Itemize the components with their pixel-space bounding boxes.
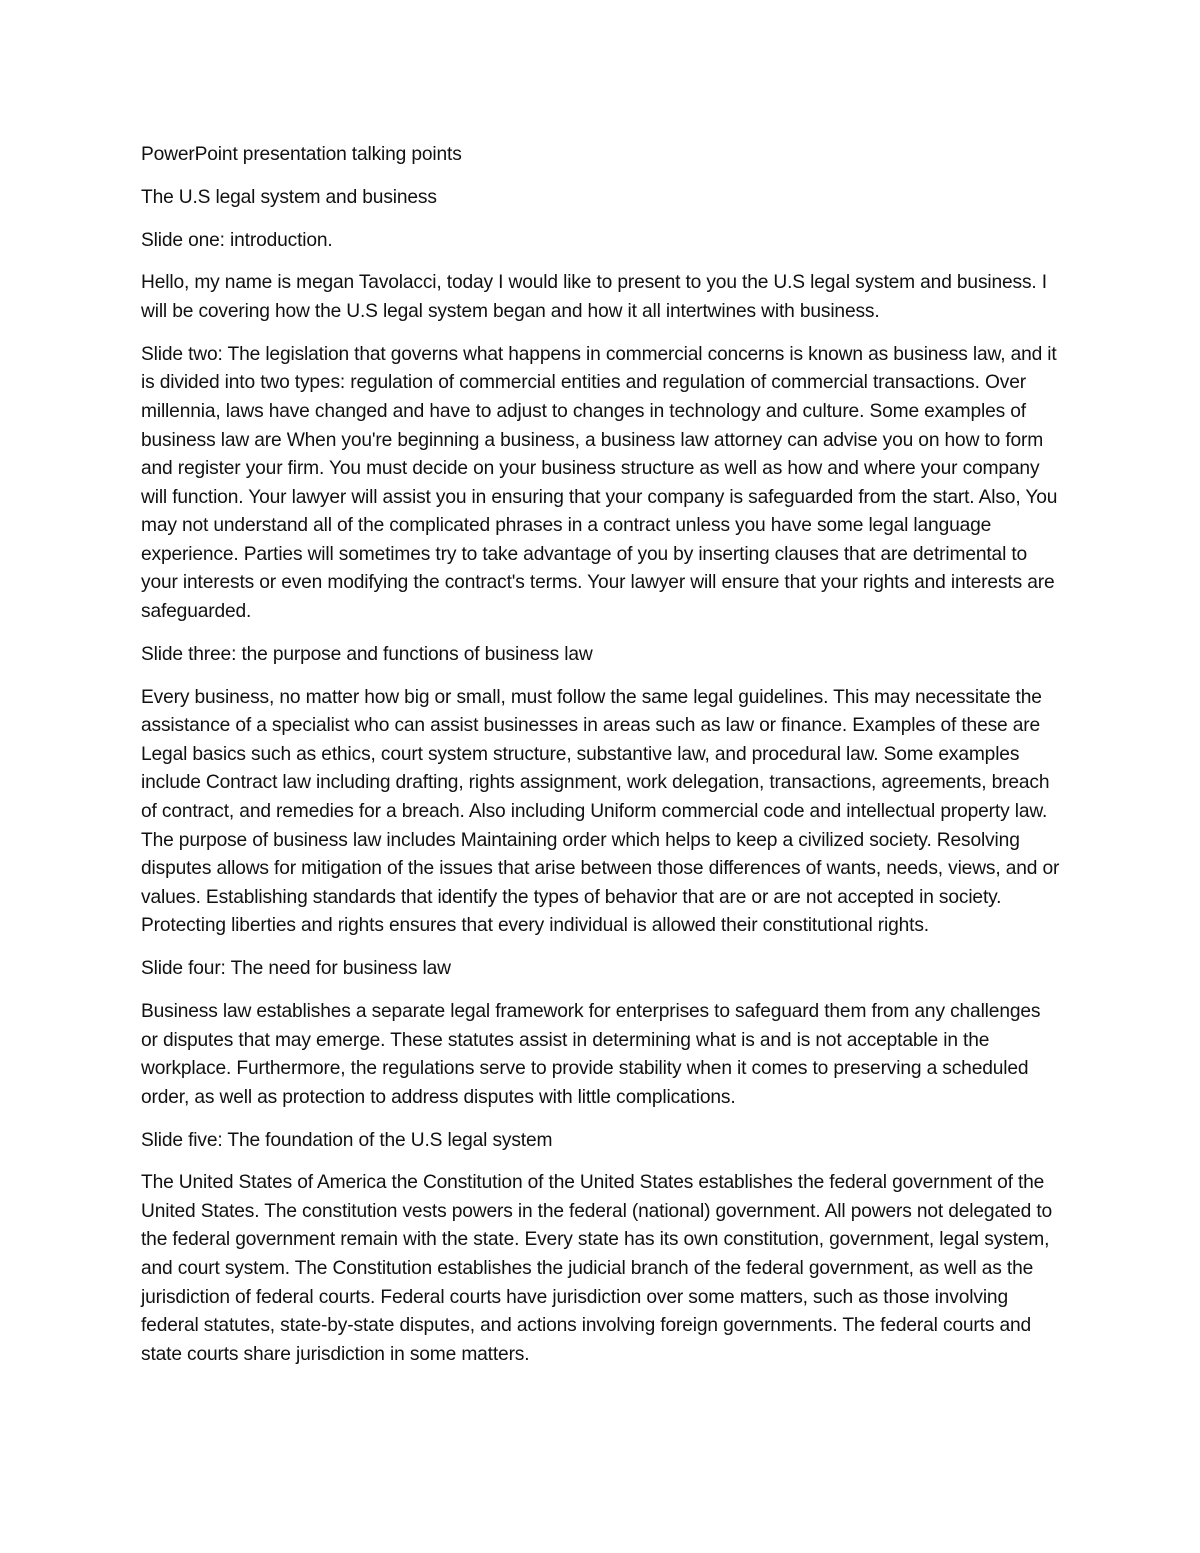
slide-one-heading: Slide one: introduction. — [141, 229, 333, 251]
document-subtitle: The U.S legal system and business — [141, 186, 437, 208]
slide-one-text: Hello, my name is megan Tavolacci, today I would like to present to you the U.S legal system and business. I will be covering how the U.S legal system began and how it all intertwines with business. — [141, 272, 1047, 322]
slide-two-text: Slide two: The legislation that governs what happens in commercial concerns is known as business law, and it is divided into two types: regulation of commercial entities and regulation of commercial transactions. Over millennia, laws have changed and have to adjust to changes in technology and culture. Some examples of business law are When you're beginning a business, a business law attorney can advise you on how to form and register your firm. You must decide on your business structure as well as how and where your company will function. Your lawyer will assist you in ensuring that your company is safeguarded from the start. Also, You may not understand all of the complicated phrases in a contract unless you have some legal language experience. Parties will sometimes try to take advantage of you by inserting clauses that are detrimental to your interests or even modifying the contract's terms. Your lawyer will ensure that your rights and interests are safeguarded. — [141, 343, 1058, 623]
document-body — [141, 141, 1061, 1384]
slide-five-text: The United States of America the Constitution of the United States establishes the federal government of the United States. The constitution vests powers in the federal (national) government. All powers not delegated to the federal government remain with the state. Every state has its own constitution, government, legal system, and court system. The Constitution establishes the judicial branch of the federal government, as well as the jurisdiction of federal courts. Federal courts have jurisdiction over some matters, such as those involving federal statutes, state-by-state disputes, and actions involving foreign governments. The federal courts and state courts share jurisdiction in some matters. — [141, 1172, 1053, 1365]
slide-three-text: Every business, no matter how big or small, must follow the same legal guidelines. This may necessitate the assistance of a specialist who can assist businesses in areas such as law or finance. Examples of these are Legal basics such as ethics, court system structure, substantive law, and procedural law. Some examples include Contract law including drafting, rights assignment, work delegation, transactions, agreements, breach of contract, and remedies for a breach. Also including Uniform commercial code and intellectual property law. The purpose of business law includes Maintaining order which helps to keep a civilized society. Resolving disputes allows for mitigation of the issues that arise between those differences of wants, needs, views, and or values. Establishing standards that identify the types of behavior that are or are not accepted in society. Protecting liberties and rights ensures that every individual is allowed their constitutional rights. — [141, 686, 1060, 937]
document-title: PowerPoint presentation talking points — [141, 144, 462, 165]
slide-five-heading: Slide five: The foundation of the U.S legal system — [141, 1129, 553, 1151]
slide-four-heading: Slide four: The need for business law — [141, 958, 451, 980]
slide-four-text: Business law establishes a separate legal framework for enterprises to safeguard them from any challenges or disputes that may emerge. These statutes assist in determining what is and is not acceptable in the workplace. Furthermore, the regulations serve to provide stability when it comes to preserving a scheduled order, as well as protection to address disputes with little complications. — [141, 1000, 1041, 1108]
slide-three-heading: Slide three: the purpose and functions of business law — [141, 643, 593, 665]
